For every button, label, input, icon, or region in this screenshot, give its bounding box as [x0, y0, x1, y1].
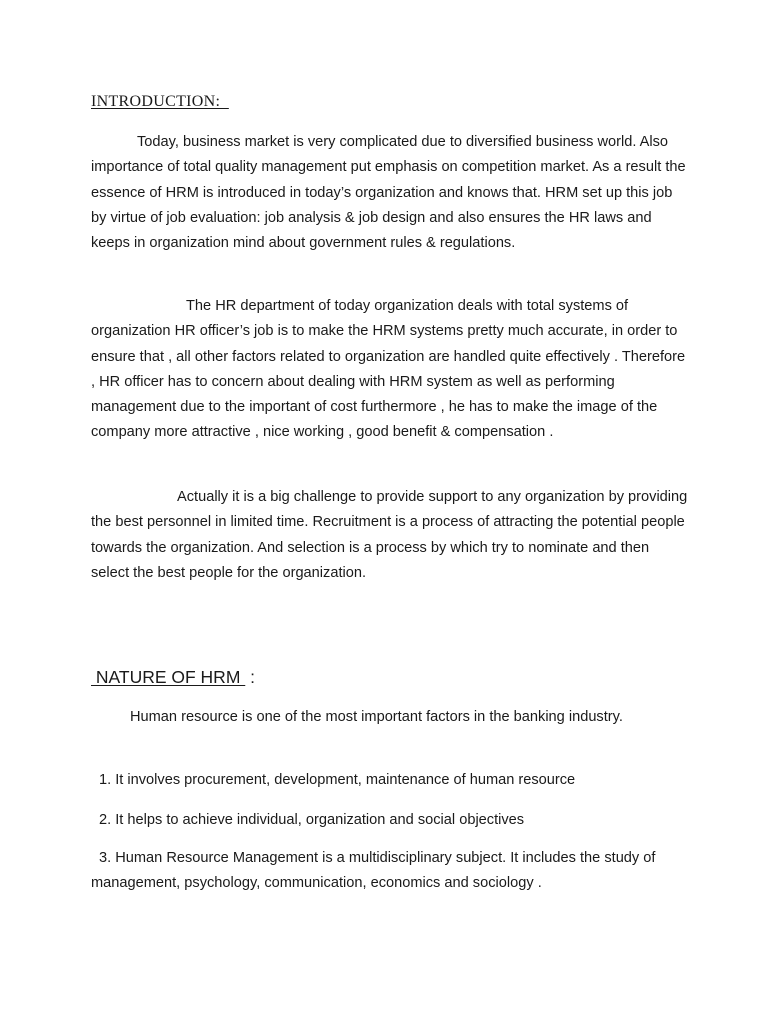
- introduction-heading-text: INTRODUCTION:: [91, 93, 229, 110]
- introduction-paragraph-2: The HR department of today organization deals with total systems of organization HR officer’s job is to make the HRM systems pretty much accurate, in order to ensure that , all other factors related to organization are handled quite effectively . Therefore , HR officer has to concern about dealing with HRM system as well as performing management due to the important of cost furthermore , he has to make the image of the company more attractive , nice working , good benefit & compensation .: [91, 298, 686, 441]
- nature-heading-text: NATURE OF HRM: [91, 667, 246, 687]
- nature-list-item-3: 3. Human Resource Management is a multidisciplinary subject. It includes the study of management, psychology, communication, economics and sociology .: [91, 850, 656, 892]
- nature-list-item-2: 2. It helps to achieve individual, organization and social objectives: [99, 812, 525, 828]
- nature-heading-colon: :: [245, 667, 255, 687]
- introduction-paragraph-1: Today, business market is very complicated due to diversified business world. Also importance of total quality management put emphasis on competition market. As a result the essence of HRM is introduced in today’s organization and knows that. HRM set up this job by virtue of job evaluation: job analysis & job design and also ensures the HR laws and keeps in organization mind about government rules & regulations.: [91, 134, 686, 252]
- nature-intro-paragraph: Human resource is one of the most important factors in the banking industry.: [130, 709, 623, 725]
- introduction-heading: [91, 93, 229, 111]
- introduction-paragraph-3: Actually it is a big challenge to provide support to any organization by providing the best personnel in limited time. Recruitment is a process of attracting the potential people towards the organization. And selection is a process by which try to nominate and then select the best people for the organization.: [91, 489, 688, 581]
- nature-list-item-1: 1. It involves procurement, development, maintenance of human resource: [99, 772, 576, 788]
- nature-of-hrm-heading: [91, 667, 255, 688]
